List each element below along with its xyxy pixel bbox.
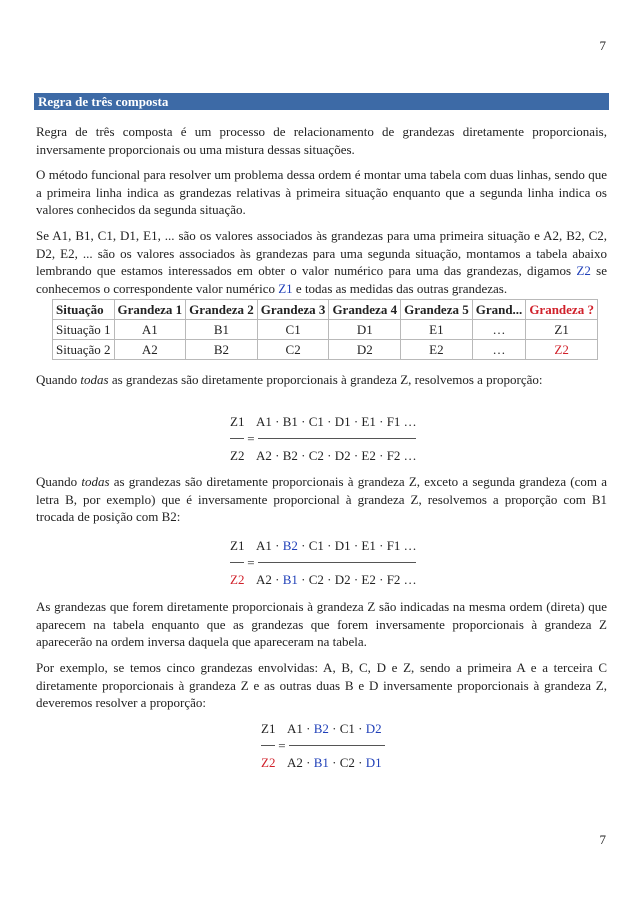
paragraph-order: As grandezas que forem diretamente proporcionais à grandeza Z são indicadas na mesma ordem (direta) que aparecem na tabela enquanto que as grandezas que forem inversamente proporcionais à grandeza Z aparecerão na ordem inversa daquela que apareceram na tabela.: [36, 599, 607, 649]
table-header: Grandeza 3: [257, 300, 329, 320]
z2-highlight: Z2: [576, 263, 591, 278]
table-cell: A2: [114, 340, 186, 360]
table-cell: D1: [329, 320, 401, 340]
table-row: [53, 320, 598, 340]
table-cell: Situação 1: [53, 320, 115, 340]
paragraph-inverse: Quando todas as grandezas são diretamente proporcionais à grandeza Z, exceto a segunda grandeza (com a letra B, por exemplo) que é inversamente proporcional à grandeza Z, resolvemos a proporção com B1 trocada de posição com B2:: [36, 474, 607, 524]
formula-direct: Z1 A1 · B1 · C1 · D1 · E1 · F1 … = Z2 A2 · B2 · C2 · D2 · E2 · F2 …: [230, 414, 417, 463]
table-header-row: [53, 300, 598, 320]
paragraph-method: O método funcional para resolver um problema dessa ordem é montar uma tabela com duas linhas, sendo que a primeira linha indica as grandezas relativas à primeira situação enquanto que a segunda linha indica os valores conhecidos da segunda situação.: [36, 167, 607, 217]
table-cell: Z1: [526, 320, 598, 340]
table-cell: E2: [401, 340, 473, 360]
paragraph-definition: Regra de três composta é um processo de relacionamento de grandezas diretamente proporcionais, inversamente proporcionais ou uma mistura dessas situações.: [36, 124, 607, 157]
page-number-top: 7: [599, 38, 606, 53]
table-cell: …: [472, 320, 526, 340]
table-cell: E1: [401, 320, 473, 340]
paragraph-direct: Quando todas as grandezas são diretamente proporcionais à grandeza Z, resolvemos a proporção:: [36, 372, 543, 387]
paragraph-example: Por exemplo, se temos cinco grandezas envolvidas: A, B, C, D e Z, sendo a primeira A e a terceira C diretamente proporcionais à grandeza Z e as outras duas B e D inversamente proporcionais à grandeza Z, deveremos resolver a proporção:: [36, 660, 607, 710]
table-header: Situação: [53, 300, 115, 320]
grandezas-table: [52, 299, 598, 360]
z1-highlight: Z1: [278, 280, 293, 296]
table-header: Grandeza 2: [186, 300, 258, 320]
table-cell: B2: [186, 340, 258, 360]
table-cell: A1: [114, 320, 186, 340]
table-cell: Situação 2: [53, 340, 115, 360]
table-cell: D2: [329, 340, 401, 360]
formula-inverse: Z1 A1 · B2 · C1 · D1 · E1 · F1 … = Z2 A2 · B1 · C2 · D2 · E2 · F2 …: [230, 538, 417, 587]
page-number-bottom: 7: [599, 832, 606, 847]
table-cell: B1: [186, 320, 258, 340]
table-header: Grandeza 5: [401, 300, 473, 320]
table-header: Grandeza 1: [114, 300, 186, 320]
formula-example: Z1 A1 · B2 · C1 · D2 = Z2 A2 · B1 · C2 · D1: [261, 720, 385, 771]
table-header: Grandeza 4: [329, 300, 401, 320]
section-title: Regra de três composta: [34, 93, 609, 110]
table-row: [53, 340, 598, 360]
table-cell: …: [472, 340, 526, 360]
table-cell: C2: [257, 340, 329, 360]
table-cell-unknown: Z2: [526, 340, 598, 360]
paragraph-setup: Se A1, B1, C1, D1, E1, ... são os valores associados às grandezas para uma primeira situação e A2, B2, C2, D2, E2, ... são os valores associados às grandezas para uma segunda situação, montamos a tabela abaixo lembrando que estamos interessados em obter o valor numérico para uma das grandezas, digamos Z2 se conhecemos o correspondente valor numérico Z1 e todas as medidas das outras grandezas.: [36, 228, 607, 296]
table-header: Grand...: [472, 300, 526, 320]
table-cell: C1: [257, 320, 329, 340]
table-header-unknown: Grandeza ?: [526, 300, 598, 320]
